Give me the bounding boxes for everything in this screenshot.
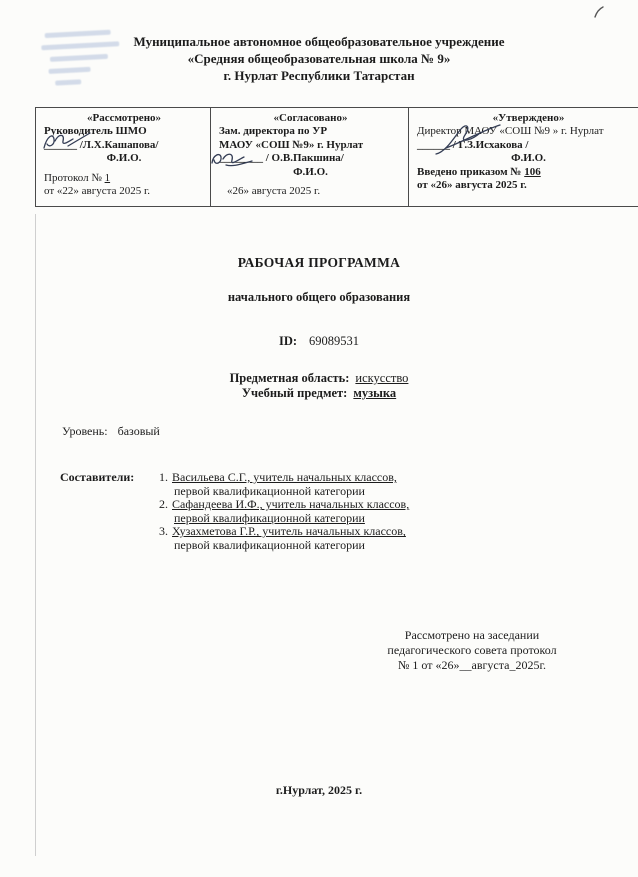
author-name: Сафандеева И.Ф., учитель начальных классов, — [172, 497, 410, 512]
approved-role: Директор МАОУ «СОШ №9 » г. Нурлат — [417, 125, 604, 138]
approved-date: от «26» августа 2025 г. — [417, 179, 527, 192]
order-label: Введено приказом № — [417, 165, 522, 178]
program-title: РАБОЧАЯ ПРОГРАММА — [237, 255, 401, 270]
author-number: 2. — [159, 497, 168, 512]
author-name: Хузахметова Г.Р., учитель начальных классов, — [172, 524, 406, 539]
author-number: 1. — [159, 470, 168, 484]
subject-area-line — [0, 371, 638, 386]
approved-fio-label: Ф.И.О. — [511, 152, 546, 165]
approval-table — [35, 107, 638, 207]
protocol-label: Протокол № — [44, 171, 102, 184]
signature-agreed — [208, 148, 260, 172]
authors-block — [60, 471, 409, 553]
agreed-role-line-1: Зам. директора по УР — [219, 125, 328, 138]
author-number: 3. — [159, 524, 168, 539]
header-line-2: «Средняя общеобразовательная школа № 9» — [187, 51, 451, 66]
reviewed-title: «Рассмотрено» — [86, 112, 162, 124]
approved-title: «Утверждено» — [492, 112, 565, 124]
header-line-1: Муниципальное автономное общеобразовательное учреждение — [133, 34, 505, 49]
author-name-line — [159, 498, 409, 512]
author-item — [159, 525, 409, 552]
id-value: 69089531 — [309, 334, 360, 348]
protocol-number: 1 — [104, 171, 111, 184]
council-line-2: педагогического совета протокол — [387, 643, 557, 657]
agreed-signature-line: ________ / О.В.Пакшина/ — [219, 152, 344, 165]
reviewed-date: от «22» августа 2025 г. — [44, 185, 150, 198]
reviewed-protocol — [44, 172, 204, 185]
authors-label: Составители: — [60, 470, 135, 484]
author-item — [159, 498, 409, 525]
council-line-1: Рассмотрено на заседании — [404, 628, 540, 642]
order-number: 106 — [524, 165, 541, 178]
approval-cell-reviewed — [36, 108, 211, 207]
subject-area-label: Предметная область: — [229, 371, 350, 385]
level-label: Уровень: — [62, 424, 108, 438]
subject-area-value: искусство — [355, 371, 409, 385]
author-qualification: первой квалификационной категории — [174, 537, 365, 552]
reviewed-role: Руководитель ШМО — [44, 125, 147, 138]
approval-row — [36, 108, 638, 207]
pen-mark — [592, 4, 606, 20]
page-margin-line — [35, 214, 36, 856]
signature-reviewed — [40, 128, 112, 154]
program-id-line — [0, 334, 638, 349]
council-line-3: № 1 от «26»__августа_2025г. — [397, 658, 547, 672]
agreed-date: «26» августа 2025 г. — [227, 185, 321, 198]
signature-approved — [428, 120, 508, 162]
author-name-line — [159, 471, 409, 485]
agreed-role-line-2: МАОУ «СОШ №9» г. Нурлат — [219, 138, 364, 151]
approved-signature-line: ______ / Г.З.Исхакова / — [417, 138, 529, 151]
author-qualification: первой квалификационной категории — [174, 483, 365, 498]
level-value: базовый — [117, 424, 160, 438]
author-name: Васильева С.Г., учитель начальных классов, — [172, 470, 397, 484]
level-line — [62, 424, 160, 439]
reviewed-signature-line: ______ /Л.Х.Кашапова/ — [44, 138, 159, 151]
agreed-title: «Согласовано» — [273, 112, 348, 124]
reviewed-fio-label: Ф.И.О. — [106, 152, 142, 165]
id-label: ID: — [278, 334, 298, 348]
authors-list — [159, 471, 409, 553]
agreed-fio-label: Ф.И.О. — [293, 165, 328, 178]
subject-value: музыка — [353, 386, 397, 400]
author-qualification: первой квалификационной категории — [174, 510, 365, 525]
school-header — [0, 33, 638, 84]
program-subtitle: начального общего образования — [227, 290, 411, 304]
council-note — [322, 628, 622, 673]
approved-order — [417, 166, 638, 179]
author-name-line — [159, 525, 409, 539]
author-item — [159, 471, 409, 498]
subject-line — [0, 386, 638, 401]
header-line-3: г. Нурлат Республики Татарстан — [223, 68, 415, 83]
city-year-footer: г.Нурлат, 2025 г. — [275, 783, 363, 797]
subject-label: Учебный предмет: — [241, 386, 348, 400]
